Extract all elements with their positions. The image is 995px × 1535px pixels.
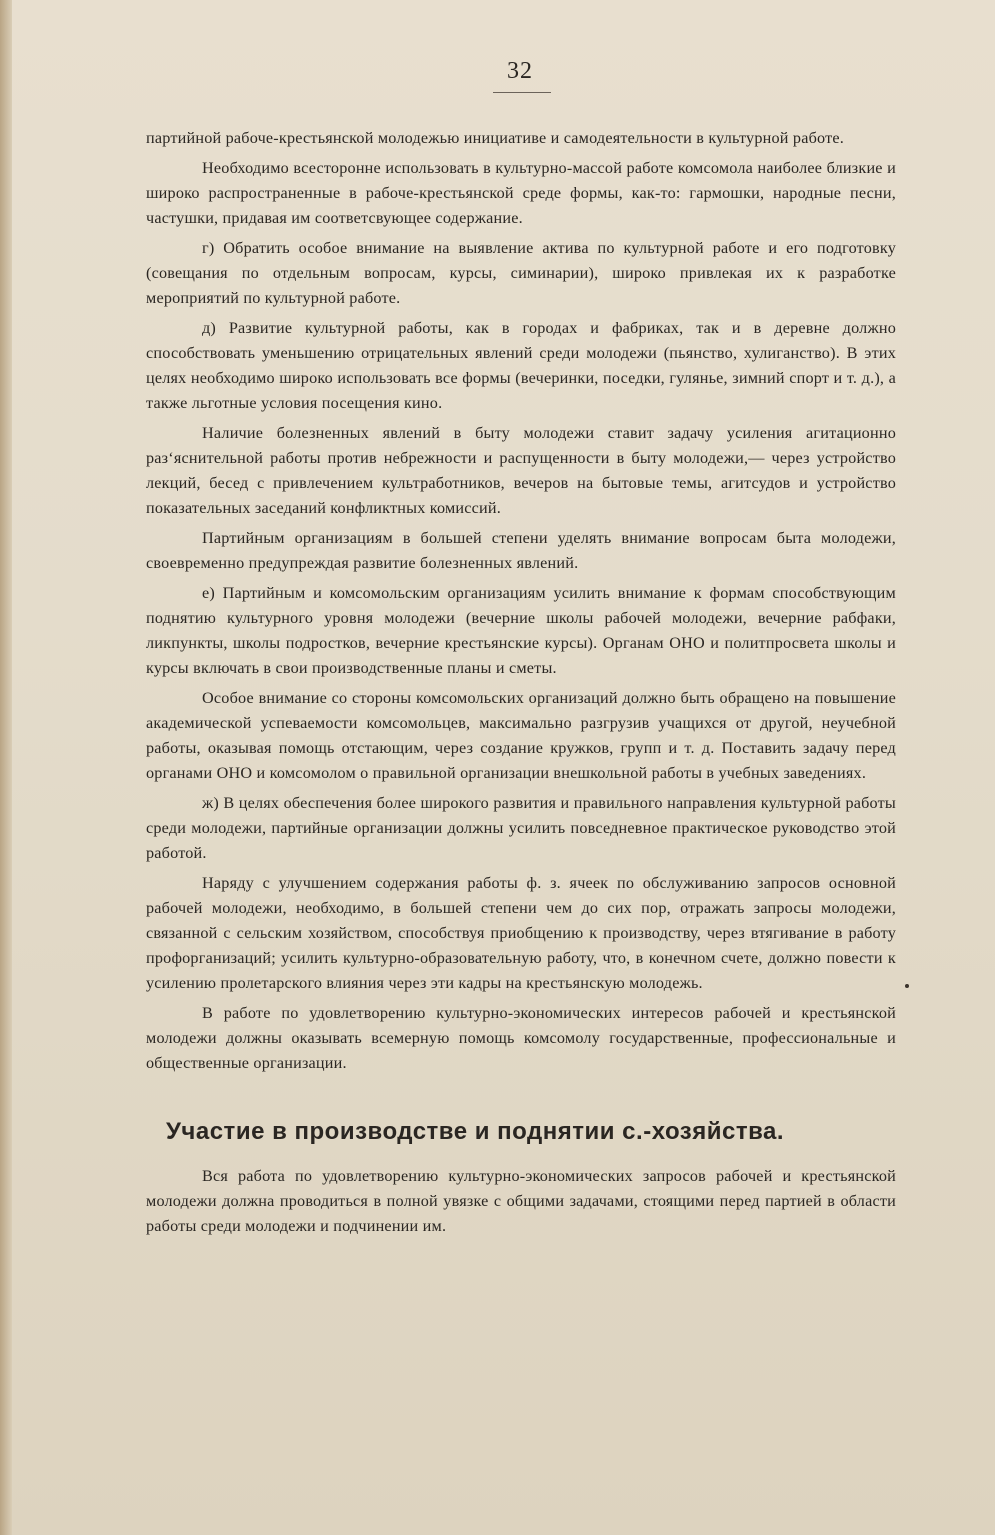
body-text [146,126,896,1244]
paragraph-zh: ж) В целях обеспечения более широкого развития и правильного направления культурной работы среди молодежи, партийные организации должны усилить повседневное практическое руководство этой работой. [146,794,896,862]
page-number-underline [493,92,551,93]
paper-speck [905,984,909,988]
section-paragraph: Вся работа по удовлетворению культурно-экономических запросов рабочей и крестьянской молодежи должна проводиться в полной увязке с общими задачами, стоящими перед партией в области работы среди молодежи и подчинении им. [146,1167,896,1235]
paragraph-10: Наряду с улучшением содержания работы ф. з. ячеек по обслуживанию запросов основной рабочей молодежи, необходимо, в большей степени чем до сих пор, отражать запросы молодежи, связанной с сельским хозяйством, способствуя приобщению к производству, через втягивание в работу профорганизаций; усилить культурно-образовательную работу, что, в конечном счете, должно повести к усилению пролетарского влияния через эти кадры на крестьянскую молодежь. [146,874,896,992]
paragraph-e: е) Партийным и комсомольским организациям усилить внимание к формам способствующим поднятию культурного уровня молодежи (вечерние школы рабочей молодежи, вечерние рабфаки, ликпункты, школы подростков, вечерние крестьянские курсы). Органам ОНО и политпросвета школы и курсы включать в свои производственные планы и сметы. [146,584,896,677]
page-number: 32 [507,58,533,84]
paragraph-6: Партийным организациям в большей степени уделять внимание вопросам быта молодежи, своевременно предупреждая развитие болезненных явлений. [146,529,896,572]
page-edge-shadow [0,0,12,1535]
paragraph-5: Наличие болезненных явлений в быту молодежи ставит задачу усиления агитационно раз‘яснительной работы против небрежности и распущенности в быту молодежи,— через устройство лекций, бесед с привлечением культработников, вечеров на бытовые темы, агитсудов и устройство показательных заседаний конфликтных комиссий. [146,424,896,517]
section-heading: Участие в производстве и поднятии с.-хозяйства. [166,1118,785,1145]
paragraph-2: Необходимо всесторонне использовать в культурно-массой работе комсомола наиболее близкие и широко распространенные в рабоче-крестьянской среде формы, как-то: гармошки, народные песни, частушки, придавая им соответсвующее содержание. [146,159,896,227]
paragraph-11: В работе по удовлетворению культурно-экономических интересов рабочей и крестьянской молодежи должны оказывать всемерную помощь комсомолу государственные, профессиональные и общественные организации. [146,1004,896,1072]
paragraph-g: г) Обратить особое внимание на выявление актива по культурной работе и его подготовку (совещания по отдельным вопросам, курсы, симинарии), широко привлекая их к разработке мероприятий по культурной работе. [146,239,896,307]
paragraph-8: Особое внимание со стороны комсомольских организаций должно быть обращено на повышение академической успеваемости комсомольцев, максимально разгрузив учащихся от другой, неучебной работы, оказывая помощь отстающим, через создание кружков, групп и т. д. Поставить задачу перед органами ОНО и комсомолом о правильной организации внешкольной работы в учебных заведениях. [146,689,896,782]
paragraph-1: партийной рабоче-крестьянской молодежью инициативе и самодеятельности в культурной работе. [146,129,845,147]
paragraph-d: д) Развитие культурной работы, как в городах и фабриках, так и в деревне должно способствовать уменьшению отрицательных явлений среди молодежи (пьянство, хулиганство). В этих целях необходимо широко использовать все формы (вечеринки, поседки, гулянье, зимний спорт и т. д.), а также льготные условия посещения кино. [146,319,896,412]
